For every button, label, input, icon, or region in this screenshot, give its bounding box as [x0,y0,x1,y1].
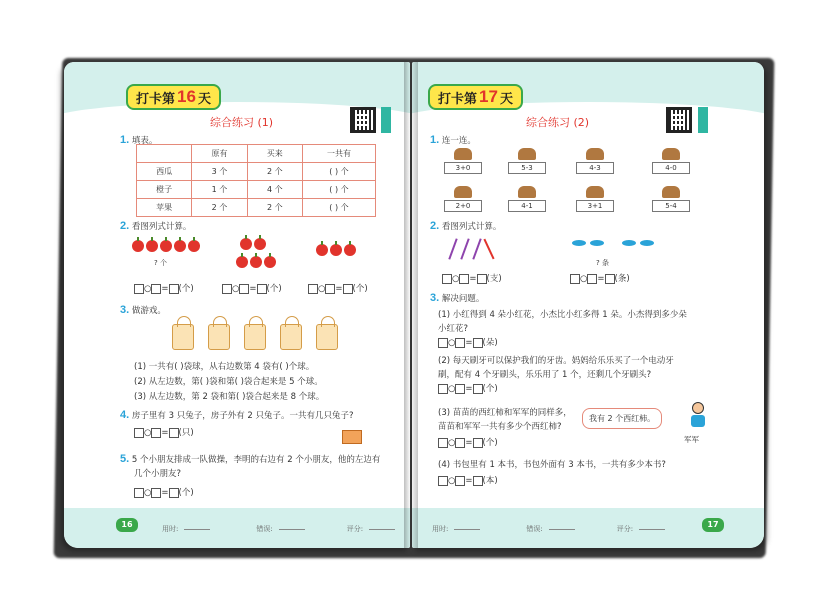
equation-9[interactable]: ○ = (个) [438,382,498,394]
expression-card[interactable]: 3+1 [576,200,614,212]
footer-bar: 用时: 错误: 评分: [432,524,665,534]
apple-icon [344,244,356,256]
answer-cell[interactable]: ( ) 个 [302,163,375,181]
apple-icon [250,256,262,268]
question-3: 3. 解决问题。 [430,292,485,304]
pencil-icon [448,238,457,259]
apple-icon [160,240,172,252]
question-4: 4. 房子里有 3 只兔子，房子外有 2 只兔子。一共有几只兔子? [120,409,354,421]
pencil-icon [472,238,481,259]
apple-icon [188,240,200,252]
equation-5[interactable]: ○ = (个) [134,486,194,498]
fish-note: ? 条 [596,259,609,267]
fish-icon [572,240,586,246]
ball-bag [316,324,338,350]
pencil-icon [483,239,494,260]
house-icon [342,430,362,444]
equation-8[interactable]: ○ = (朵) [438,336,498,348]
problem-2-cont: 刷，配有 4 个牙刷头，乐乐用了 1 个，还剩几个牙刷头? [438,370,652,380]
question-2: 2. 看图列式计算。 [120,220,192,232]
expression-card[interactable]: 4-3 [576,162,614,174]
qr-tag [381,107,391,133]
dog-icon [662,148,680,160]
fish-icon [590,240,604,246]
equation-4[interactable]: ○ = (只) [134,426,194,438]
equation-2[interactable]: ○ = (个) [222,282,282,294]
q3-line-3: (3) 从左边数，第 2 袋和第( )袋合起来是 8 个球。 [134,392,325,402]
apple-icon [330,244,342,256]
apple-icon [316,244,328,256]
question-3: 3. 做游戏。 [120,304,166,316]
expression-card[interactable]: 5-4 [652,200,690,212]
dog-icon [454,148,472,160]
question-1: 1. 连一连。 [430,134,476,146]
dog-icon [586,148,604,160]
footer-bar: 用时: 错误: 评分: [162,524,395,534]
dog-icon [518,148,536,160]
checkin-banner: 打卡第 16 天 [126,84,221,110]
problem-4: (4) 书包里有 1 本书，书包外面有 3 本书，一共有多少本书? [438,460,666,470]
dog-icon [662,186,680,198]
equation-7[interactable]: ○ = (条) [570,272,630,284]
dog-icon [586,186,604,198]
expression-card[interactable]: 4-0 [652,162,690,174]
apple-icon [264,256,276,268]
apple-icon [146,240,158,252]
ball-bag [172,324,194,350]
right-page [412,62,764,548]
page-title: 综合练习 (1) [210,116,274,129]
problem-1-cont: 小红花? [438,324,469,334]
expression-card[interactable]: 2+0 [444,200,482,212]
expression-card[interactable]: 3+0 [444,162,482,174]
book-spine [404,62,418,548]
fish-icon [640,240,654,246]
q3-line-1: (1) 一共有( )袋球，从右边数第 4 袋有( )个球。 [134,362,315,372]
equation-1[interactable]: ○ = (个) [134,282,194,294]
expression-card[interactable]: 5-3 [508,162,546,174]
problem-3: (3) 苗苗的西红柿和军军的同样多， [438,408,572,418]
equation-10[interactable]: ○ = (个) [438,436,498,448]
pencil-icon [460,238,469,259]
ball-bag [280,324,302,350]
fish-icon [622,240,636,246]
answer-cell[interactable]: ( ) 个 [302,199,375,217]
equation-3[interactable]: ○ = (个) [308,282,368,294]
dog-icon [454,186,472,198]
question-5-cont: 几个小朋友? [134,469,182,479]
q3-line-2: (2) 从左边数，第( )袋和第( )袋合起来是 5 个球。 [134,377,323,387]
apple-icon [240,238,252,250]
checkin-banner: 打卡第 17 天 [428,84,523,110]
page-number: 16 [116,518,138,532]
apple-icon [254,238,266,250]
problem-2: (2) 每天刷牙可以保护我们的牙齿。妈妈给乐乐买了一个电动牙 [438,356,674,366]
page-number: 17 [702,518,724,532]
question-5: 5. 5 个小朋友排成一队做操，李明的右边有 2 个小朋友，他的左边有 [120,453,381,465]
apple-icon [174,240,186,252]
apple-icon [132,240,144,252]
kid-icon [690,402,706,430]
equation-11[interactable]: ○ = (本) [438,474,498,486]
dog-icon [518,186,536,198]
left-page [64,62,410,548]
problem-3-cont: 苗苗和军军一共有多少个西红柿? [438,422,562,432]
question-1: 1. 填表。 [120,134,158,146]
problem-1: (1) 小红得到 4 朵小红花，小杰比小红多得 1 朵。小杰得到多少朵 [438,310,687,320]
page-title: 综合练习 (2) [526,116,590,129]
apple-note: ? 个 [154,259,167,267]
speech-bubble: 我有 2 个西红柿。 [582,408,662,429]
ball-bag [244,324,266,350]
qr-tag [698,107,708,133]
answer-cell[interactable]: ( ) 个 [302,181,375,199]
question-2: 2. 看图列式计算。 [430,220,502,232]
apple-icon [236,256,248,268]
qr-code[interactable] [666,107,692,133]
qr-code[interactable] [350,107,376,133]
kid-name: 军军 [684,435,699,444]
equation-6[interactable]: ○ = (支) [442,272,502,284]
expression-card[interactable]: 4-1 [508,200,546,212]
ball-bag [208,324,230,350]
fill-table: 原有 买来 一共有 西瓜 3 个 2 个 ( ) 个 橙子 1 个 4 个 ( ) 个 苹果 2 个 2 个 ( ) 个 [136,144,376,217]
